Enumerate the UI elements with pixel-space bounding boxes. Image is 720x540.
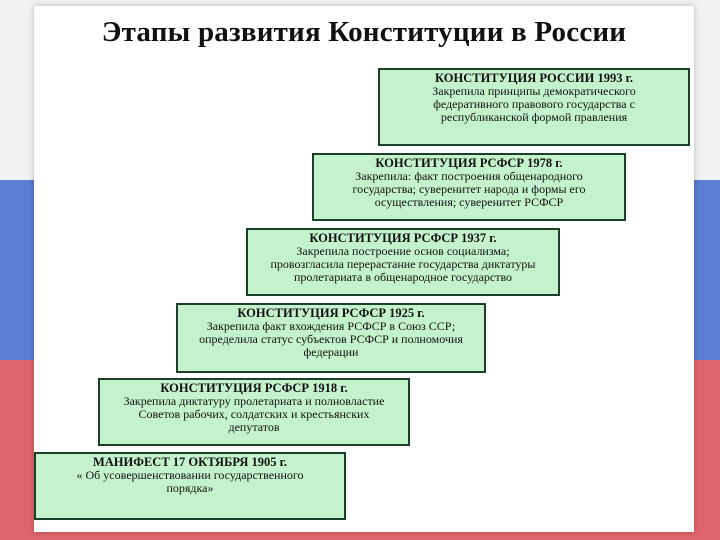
step-text: Закрепила факт вхождения РСФСР в Союз ССР; определила статус субъектов РСФСР и полномочия федерации bbox=[199, 319, 463, 359]
step-manifesto-1905 bbox=[34, 452, 346, 520]
step-heading: КОНСТИТУЦИЯ РСФСР 1937 г. bbox=[309, 231, 497, 245]
step-constitution-1918 bbox=[98, 378, 410, 446]
step-text: Закрепила принципы демократического федеративного правового государства с республиканской формой правления bbox=[432, 84, 636, 124]
step-text: Закрепила построение основ социализма; провозгласила перерастание государства диктатуры пролетариата в общенародное государство bbox=[270, 244, 536, 284]
step-text: « Об усовершенствовании государственного порядка» bbox=[76, 468, 304, 495]
slide-panel bbox=[34, 6, 694, 532]
step-text: Закрепила диктатуру пролетариата и полновластие Советов рабочих, солдатских и крестьянских депутатов bbox=[123, 394, 385, 434]
step-constitution-1993 bbox=[378, 68, 690, 146]
step-constitution-1937 bbox=[246, 228, 560, 296]
step-heading: КОНСТИТУЦИЯ РСФСР 1918 г. bbox=[160, 381, 348, 395]
step-constitution-1925 bbox=[176, 303, 486, 373]
slide-title: Этапы развития Конституции в России bbox=[101, 16, 627, 48]
step-heading: КОНСТИТУЦИЯ РСФСР 1978 г. bbox=[375, 156, 563, 170]
step-constitution-1978 bbox=[312, 153, 626, 221]
step-heading: МАНИФЕСТ 17 ОКТЯБРЯ 1905 г. bbox=[92, 455, 288, 469]
step-text: Закрепила: факт построения общенародного государства; суверенитет народа и формы его осуществления; суверенитет РСФСР bbox=[352, 169, 586, 209]
step-heading: КОНСТИТУЦИЯ РСФСР 1925 г. bbox=[237, 306, 425, 320]
step-heading: КОНСТИТУЦИЯ РОССИИ 1993 г. bbox=[435, 71, 633, 85]
